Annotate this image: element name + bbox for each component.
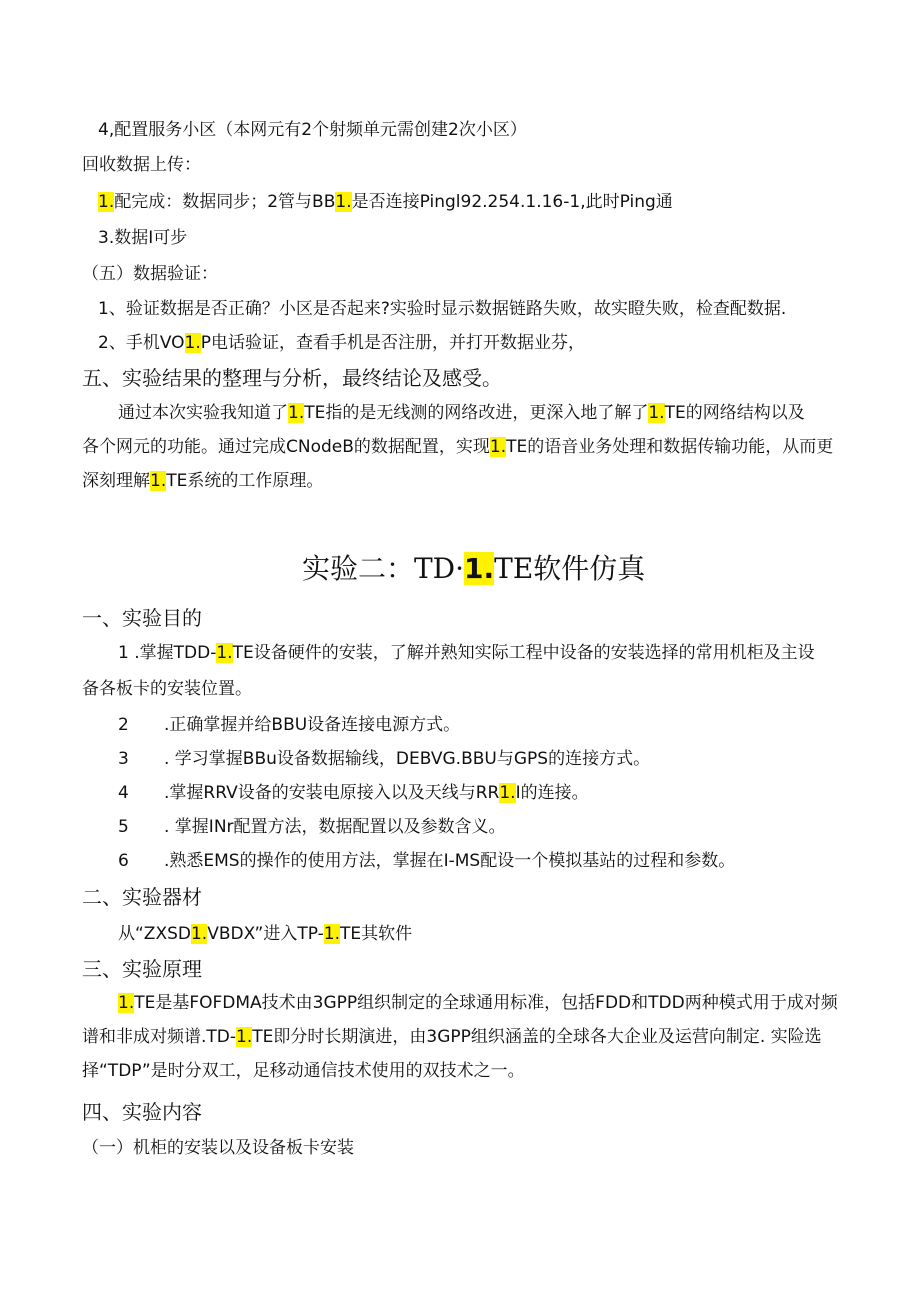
section-subheading: [82, 262, 218, 286]
item-text: [164, 817, 506, 837]
section-heading: [82, 364, 502, 392]
highlighted-text: 1.: [184, 333, 201, 353]
paragraph-line: [82, 469, 323, 493]
text-run: 4,配置服务小区（本网元有2个射频单元需创建2次小区）: [98, 120, 527, 140]
text-run: .熟悉EMS的操作的使用方法，掌握在I-MS配设一个模拟基站的过程和参数。: [164, 851, 736, 871]
objective-item: [118, 747, 650, 771]
text-run: 实验二：TD·: [302, 552, 465, 585]
text-run: 三、实验原理: [82, 957, 202, 981]
text-run: 从“ZXSD: [118, 924, 191, 944]
section-heading: [82, 1098, 202, 1126]
text-run: （一）机柜的安装以及设备板卡安装: [82, 1138, 354, 1158]
highlighted-text: 1.: [335, 192, 352, 212]
item-text: [164, 851, 735, 871]
paragraph-line: [118, 991, 838, 1015]
text-run: . 学习掌握BBu设备数据输线，DEBVG.BBU与GPS的连接方式。: [164, 749, 651, 769]
text-run: 择“TDP”是时分双工，足移动通信技术使用的双技术之一。: [82, 1061, 525, 1081]
text-run: 通过本次实验我知道了: [118, 403, 288, 423]
section-subheading: [82, 1136, 354, 1160]
text-run: 深刻理解: [82, 471, 150, 491]
item-number: 4: [118, 783, 129, 803]
highlighted-text: 1.: [323, 924, 340, 944]
highlighted-text: 1.: [499, 783, 516, 803]
paragraph-line: [82, 1025, 822, 1049]
text-run: I的连接。: [515, 783, 589, 803]
highlighted-text: 1.: [236, 1027, 253, 1047]
text-run: 备各板卡的安装位置。: [82, 679, 252, 699]
text-run: 3.数据I可步: [98, 228, 188, 248]
text-run: .掌握RRV设备的安装电原接入以及天线与RR: [164, 783, 500, 803]
text-run: 一、实验目的: [82, 606, 202, 630]
highlighted-text: 1.: [288, 403, 305, 423]
paragraph-line: [118, 401, 805, 425]
highlighted-text: 1.: [464, 552, 495, 585]
paragraph-line: [118, 922, 412, 946]
paragraph-line: [82, 435, 833, 459]
item-number: 3: [118, 749, 129, 769]
section-heading: [82, 883, 202, 911]
text-run: 各个网元的功能。通过完成CNodeB的数据配置，实现: [82, 437, 490, 457]
highlighted-text: 1.: [190, 924, 208, 944]
paragraph-line: [98, 226, 187, 250]
text-run: P电话验证，查看手机是否注册，并打开数据业芬，: [200, 333, 586, 353]
paragraph-line: [98, 190, 673, 214]
text-run: TE即分时长期演进，由3GPP组织涵盖的全球各大企业及运营向制定. 实险选: [252, 1027, 822, 1047]
text-run: （五）数据验证：: [82, 264, 218, 284]
paragraph-line: [98, 297, 786, 321]
text-run: 配完成：数据同步；2管与BB: [114, 192, 336, 212]
text-run: TE设备硬件的安装，了解并熟知实际工程中设备的安装选择的常用机柜及主设: [232, 643, 815, 663]
text-run: 四、实验内容: [82, 1100, 202, 1124]
text-run: 二、实验器材: [82, 885, 202, 909]
text-run: . 掌握INr配置方法，数据配置以及参数含义。: [164, 817, 506, 837]
highlighted-text: 1.: [216, 643, 233, 663]
paragraph-line: [82, 153, 201, 177]
text-run: 2、手机VO: [98, 333, 185, 353]
text-run: TE的语音业务处理和数据传输功能，从而更: [506, 437, 834, 457]
highlighted-text: 1.: [118, 993, 135, 1013]
text-run: TE其软件: [340, 924, 413, 944]
paragraph-line: [98, 118, 527, 142]
item-number: 2: [118, 715, 129, 735]
text-run: VBDX”进入TP-: [207, 924, 324, 944]
objective-item: [118, 713, 460, 737]
text-run: TE指的是无线测的网络改进，更深入地了解了: [304, 403, 649, 423]
section-heading: [82, 955, 202, 983]
text-run: .正确掌握并给BBU设备连接电源方式。: [164, 715, 461, 735]
objective-item: [118, 781, 589, 805]
highlighted-text: 1.: [489, 437, 507, 457]
item-text: [164, 783, 589, 803]
highlighted-text: 1.: [150, 471, 167, 491]
highlighted-text: 1.: [648, 403, 665, 423]
text-run: 五、实验结果的整理与分析，最终结论及感受。: [82, 366, 502, 390]
objective-item: [118, 815, 506, 839]
item-text: [164, 749, 650, 769]
text-run: 回收数据上传：: [82, 155, 201, 175]
text-run: TE的网络结构以及: [664, 403, 805, 423]
paragraph-line: [82, 1059, 525, 1083]
section-heading: [82, 604, 202, 632]
text-run: TE系统的工作原理。: [166, 471, 324, 491]
item-number: 5: [118, 817, 129, 837]
text-run: TE软件仿真: [494, 552, 646, 585]
text-run: 1 .掌握TDD-: [118, 643, 217, 663]
text-run: 谱和非成对频谱.TD-: [82, 1027, 237, 1047]
paragraph-line: [118, 641, 815, 665]
text-run: 1、验证数据是否正确？小区是否起来?实验时显示数据链路失败，故实瞪失败，检查配数据.: [98, 299, 787, 319]
objective-item: [118, 849, 735, 873]
item-text: [164, 715, 460, 735]
experiment-title: [302, 549, 645, 589]
highlighted-text: 1.: [98, 192, 115, 212]
item-number: 6: [118, 851, 129, 871]
paragraph-line: [82, 677, 252, 701]
text-run: 是否连接Pingl92.254.1.16-1,此时Ping通: [351, 192, 673, 212]
paragraph-line: [98, 331, 585, 355]
text-run: TE是基FOFDMA技术由3GPP组织制定的全球通用标准，包括FDD和TDD两种模式用于成对频: [134, 993, 838, 1013]
